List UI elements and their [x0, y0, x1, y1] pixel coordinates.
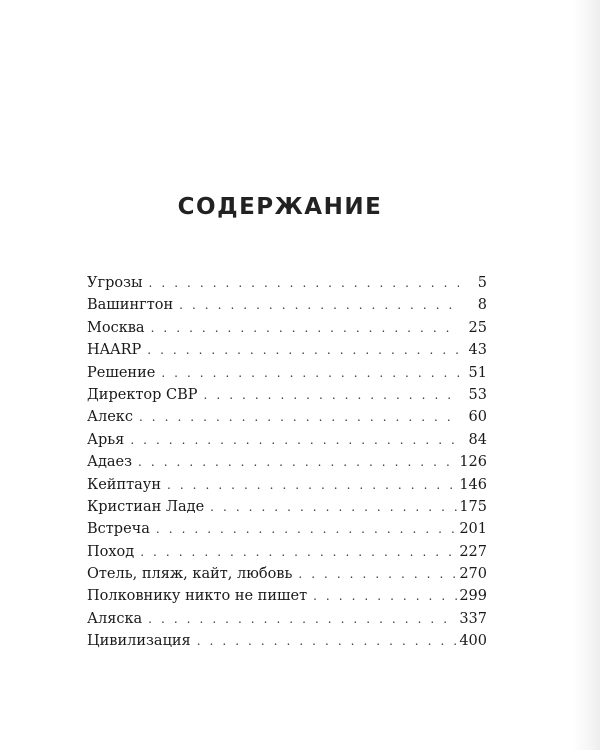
toc-entry-page: 60	[468, 409, 487, 426]
toc-entry	[87, 563, 487, 585]
toc-entry-label: Встреча	[87, 521, 150, 538]
toc-entry-label: Решение	[87, 364, 156, 381]
toc-entry-label: Аляска	[87, 610, 143, 627]
toc-entry-page: 201	[459, 521, 487, 538]
toc-dot-leader	[313, 585, 457, 607]
toc-entry	[87, 518, 487, 540]
table-of-contents	[87, 272, 487, 653]
toc-entry-label: Арья	[87, 431, 125, 448]
toc-dot-leader	[204, 384, 459, 406]
page-title: СОДЕРЖАНИЕ	[177, 194, 383, 220]
toc-dot-leader	[179, 294, 459, 316]
toc-entry-label: Алекс	[87, 409, 133, 426]
toc-entry	[87, 362, 487, 384]
toc-dot-leader	[161, 362, 459, 384]
toc-dot-leader	[140, 541, 457, 563]
toc-entry-page: 53	[468, 386, 487, 403]
page-edge-shadow	[572, 0, 600, 750]
toc-entry-label: Кристиан Ладе	[87, 498, 205, 515]
toc-dot-leader	[149, 272, 459, 294]
toc-dot-leader	[167, 474, 457, 496]
toc-entry-label: Москва	[87, 319, 145, 336]
toc-entry	[87, 541, 487, 563]
toc-entry-page: 126	[459, 454, 487, 471]
toc-entry-page: 175	[459, 498, 487, 515]
toc-entry	[87, 585, 487, 607]
toc-entry-page: 270	[459, 566, 487, 583]
toc-entry-label: Адаез	[87, 454, 133, 471]
toc-entry	[87, 384, 487, 406]
toc-entry	[87, 496, 487, 518]
toc-entry	[87, 429, 487, 451]
toc-entry-label: Угрозы	[87, 275, 143, 291]
toc-entry	[87, 339, 487, 361]
toc-entry-page: 84	[468, 431, 487, 448]
toc-dot-leader	[156, 518, 457, 540]
toc-entry-label: Вашингтон	[87, 297, 174, 314]
toc-entry-page: 5	[477, 275, 487, 291]
toc-entry	[87, 608, 487, 630]
toc-entry-page: 400	[459, 633, 487, 650]
toc-entry-label: Кейптаун	[87, 476, 161, 493]
toc-entry-label: Директор СВР	[87, 386, 198, 403]
toc-entry-label: Полковнику никто не пишет	[87, 588, 308, 605]
toc-entry-label: Цивилизация	[87, 633, 191, 650]
toc-entry	[87, 272, 487, 294]
toc-entry	[87, 406, 487, 428]
toc-entry-page: 51	[468, 364, 487, 381]
toc-dot-leader	[197, 630, 458, 652]
toc-dot-leader	[151, 317, 459, 339]
toc-entry-page: 146	[459, 476, 487, 493]
toc-dot-leader	[210, 496, 457, 518]
toc-dot-leader	[139, 406, 459, 428]
toc-entry-label: Поход	[87, 543, 135, 560]
toc-entry-page: 337	[459, 610, 487, 627]
toc-entry-label: HAARP	[87, 342, 142, 359]
toc-dot-leader	[298, 563, 457, 585]
toc-entry-page: 299	[459, 588, 487, 605]
toc-entry	[87, 630, 487, 652]
toc-entry-page: 43	[468, 342, 487, 359]
toc-dot-leader	[130, 429, 459, 451]
toc-entry	[87, 317, 487, 339]
toc-entry-page: 8	[477, 297, 487, 314]
toc-entry-label: Отель, пляж, кайт, любовь	[87, 566, 293, 583]
toc-dot-leader	[148, 608, 457, 630]
toc-entry	[87, 474, 487, 496]
toc-entry-page: 227	[459, 543, 487, 560]
toc-dot-leader	[138, 451, 457, 473]
toc-entry-page: 25	[468, 319, 487, 336]
toc-entry	[87, 294, 487, 316]
toc-entry	[87, 451, 487, 473]
toc-dot-leader	[147, 339, 459, 361]
